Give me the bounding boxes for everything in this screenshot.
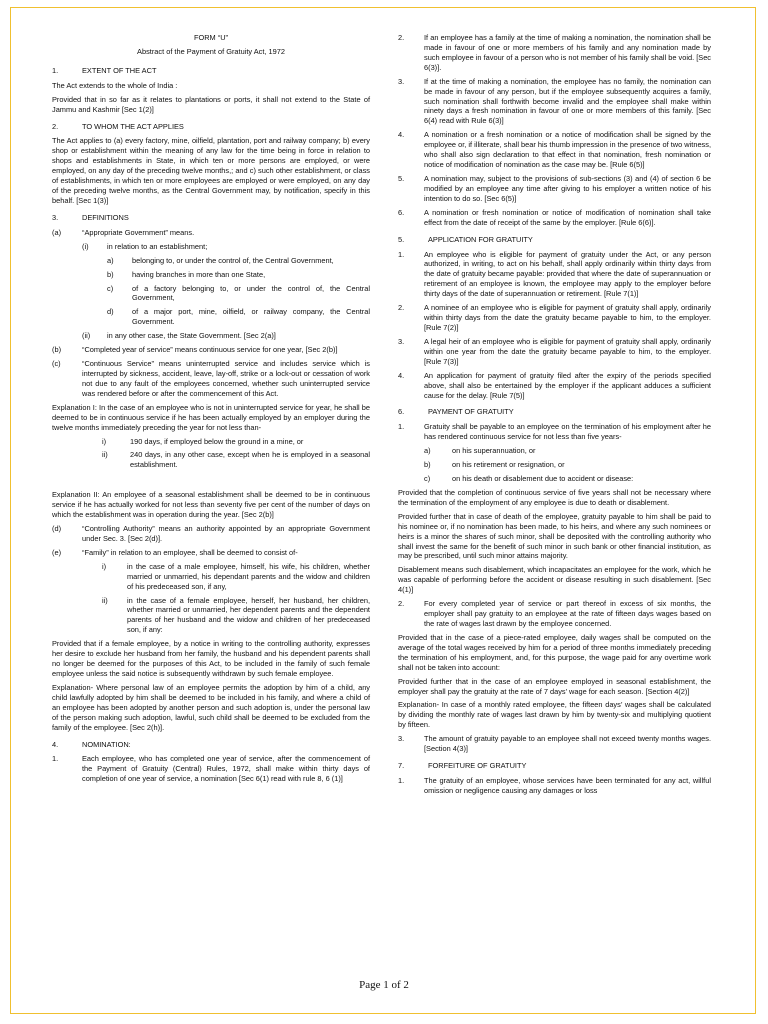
- list-item: c) of a factory belonging to, or under the control of, the Central Government,: [107, 283, 370, 303]
- page-footer: Page 1 of 2: [359, 979, 409, 991]
- list-item: a) on his superannuation, or: [424, 446, 536, 456]
- list-item: 4. A nomination or a fresh nomination or a notice of modification shall be signed by the employee or, if illiterate, shall bear his thumb impression in the presence of two witness, who shall also sign declaration to that effect in that nomination, fresh nomination or notice of modification of nomination as the case may be. [Rule 6(5)]: [398, 130, 711, 170]
- definition-item: (c) “Continuous Service” means uninterrupted service and includes service which is interrupted by sickness, accident, leave, lay-off, strike or a lock-out or cessation of work not due to any fault of the employees concerned, whether such uninterrupted service was rendered before or after the commencement of this Act.: [52, 359, 370, 398]
- list-item: 2. A nominee of an employee who is eligible for payment of gratuity shall apply, ordinarily within thirty days from the date the gratuity became payable to him, to the employer. [Rule 7(2)]: [398, 303, 711, 332]
- paragraph: Provided further that in case of death of the employee, gratuity payable to him shall be paid to his nominee or, if no nomination has been made, to his heirs, and where any such nominees or heirs is a minor the shares of such minor, shall be deposited with the controlling authority who shall invest the same for the benefit of such minor in such bank or other financial institution, as may be prescribed, until such minor attains majority.: [398, 511, 711, 561]
- left-column: [52, 33, 370, 788]
- definition-item: (a) “Appropriate Government” means.: [52, 227, 195, 237]
- list-item: i) in the case of a male employee, himself, his wife, his children, whether married or unmarried, his dependant parents and the widow and children of his predeceased son, if any,: [102, 561, 370, 591]
- paragraph: Provided that in so far as it relates to plantations or ports, it shall not extend to the State of Jammu and Kashmir [Sec 1(2)]: [52, 94, 370, 114]
- paragraph: The Act extends to the whole of India :: [52, 80, 178, 90]
- list-item: 3. A legal heir of an employee who is eligible for payment of gratuity shall apply, ordinarily within one year from the date the gratuity became payable to him, to the employer. [Rule 7(3)]: [398, 336, 711, 366]
- paragraph: The Act applies to (a) every factory, mine, oilfield, plantation, port and railway company; b) every shop or establishment within the meaning of any law for the time being in force in relation to shops and establishments in State, in which ten or more persons are employed, or were employed, on any day of the preceding twelve months,; and c) such other establishment, or class of establishments, in which ten or more employees are employed or were employed, on any day of the preceding twelve months, as the Central Government may, by notification, specify in this behalf. [Sec 1(3)]: [52, 136, 370, 205]
- paragraph: Explanation II: An employee of a seasonal establishment shall be deemed to be in continuous service if he has actually worked for not less than seventy five per cent of the number of days on which the establishment was in operation during the year. [Sec 2(b)]: [52, 490, 370, 520]
- list-item: ii) in the case of a female employee, herself, her husband, her children, whether married or unmarried, her dependent parents and the dependent parents of her husband and the widow and children of her predeceased son, if any:: [102, 595, 370, 635]
- right-column: [398, 33, 711, 800]
- paragraph: Provided that if a female employee, by a notice in writing to the controlling authority, expresses her desire to exclude her husband from her family, the husband and his dependent parents shall no longer be deemed for the purposes of this Act, to be included in the family of such female employee unless the said notice is subsequently withdrawn by such female employee.: [52, 639, 370, 679]
- section-heading: 3. DEFINITIONS: [52, 212, 129, 222]
- list-item: c) on his death or disablement due to accident or disease:: [424, 474, 634, 484]
- list-item: 1. An employee who is eligible for payment of gratuity under the Act, or any person authorized, in writing, to act on his behalf, shall apply ordinarily within thirty days from the date of gratuity became payable: provided that where the date of superannuation or retirement of an employee is known, the employee may apply to the employer before thirty days of the date of superannuation or retirement. [Rule 7(1)]: [398, 249, 711, 299]
- paragraph: Disablement means such disablement, which incapacitates an employee for the work, which he was capable of performing before the accident or disease resulting in such disablement. [Sec 4(1)]: [398, 565, 711, 595]
- list-item: 4. An application for payment of gratuity filed after the expiry of the periods specified above, shall also be entertained by the employer if the applicant adduces a sufficient cause for the delay. [Rule 7(5)]: [398, 370, 711, 400]
- list-item: d) of a major port, mine, oilfield, or railway company, the Central Government.: [107, 307, 370, 327]
- list-item: ii) 240 days, in any other case, except when he is employed in a seasonal establishment.: [102, 450, 370, 470]
- list-item: b) having branches in more than one State,: [107, 269, 266, 279]
- list-item: 3. If at the time of making a nomination, the employee has no family, the nomination can be made in favour of any person, but if the employee subsequently acquires a family, such nomination shall forthwith become invalid and the employee shall make within ninety days a fresh nomination in favour of one or more members of this family. [Sec 6(4) read with Rule 6(3)]: [398, 76, 711, 126]
- list-item: a) belonging to, or under the control of, the Central Government,: [107, 255, 334, 265]
- definition-item: (d) “Controlling Authority” means an authority appointed by an appropriate Government under Sec. 3. [Sec 2(d)].: [52, 524, 370, 543]
- list-item: (i) in relation to an establishment;: [82, 241, 208, 251]
- definition-item: (e) “Family” in relation to an employee, shall be deemed to consist of-: [52, 547, 298, 557]
- section-heading: 7. FORFEITURE OF GRATUITY: [398, 761, 527, 771]
- list-item: 1. Gratuity shall be payable to an employee on the termination of his employment after he has rendered continuous service for not less than five years-: [398, 422, 711, 442]
- list-item: 3. The amount of gratuity payable to an employee shall not exceed twenty months wages. [Section 4(3)]: [398, 734, 711, 754]
- section-heading: 5. APPLICATION FOR GRATUITY: [398, 234, 533, 244]
- list-item: 2. For every completed year of service or part thereof in excess of six months, the employer shall pay gratuity to an employee at the rate of fifteen days wages based on the rate of wages last drawn by the employee concerned.: [398, 599, 711, 629]
- paragraph: Provided further that in the case of an employee employed in seasonal establishment, the employer shall pay the gratuity at the rate of 7 days’ wage for each season. [Section 4(2)]: [398, 676, 711, 696]
- list-item: 1. Each employee, who has completed one year of service, after the commencement of the Payment of Gratuity (Central) Rules, 1972, shall make within thirty days of completion of one year of service, a nomination [Sec 6(1) read with rule 8, 6 (1)]: [52, 754, 370, 784]
- list-item: b) on his retirement or resignation, or: [424, 460, 565, 470]
- list-item: 2. If an employee has a family at the time of making a nomination, the nomination shall be made in favour of one or more members of his family and any nomination made by such employee in favour of a person who is not member of his family shall be void. [Sec 6(3)].: [398, 33, 711, 72]
- paragraph: Explanation- In case of a monthly rated employee, the fifteen days’ wages shall be calculated by dividing the monthly rate of wages last drawn by him by twenty-six and multiplying quotient by fifteen.: [398, 700, 711, 730]
- section-heading: 4. NOMINATION:: [52, 739, 131, 749]
- list-item: i) 190 days, if employed below the ground in a mine, or: [102, 436, 304, 446]
- form-title: FORM “U”: [193, 33, 229, 42]
- paragraph: Explanation- Where personal law of an employee permits the adoption by him of a child, any child lawfully adopted by him shall be deemed to be included in his family, and where a child of an employee has been adopted by another person and such adoption is, under the personal law of the person making such adoption, lawful, such child shall be deemed to be excluded from the family of the employee. [Sec 2(h)].: [52, 682, 370, 732]
- definition-item: (b) “Completed year of service” means continuous service for one year, [Sec 2(b)]: [52, 345, 338, 355]
- list-item: 6. A nomination or fresh nomination or notice of modification of nomination shall take effect from the date of receipt of the same by the employer. [Rule 6(6)].: [398, 207, 711, 227]
- list-item: 5. A nomination may, subject to the provisions of sub-sections (3) and (4) of section 6 be modified by an employee any time after giving to his employer a written notice of his intention to do so. [Sec 6(5)]: [398, 173, 711, 203]
- list-item: 1. The gratuity of an employee, whose services have been terminated for any act, willful omission or negligence causing any damages or loss: [398, 776, 711, 795]
- paragraph: Provided that the completion of continuous service of five years shall not be necessary where the termination of the employment of any employee is due to death or disablement.: [398, 487, 711, 507]
- form-subtitle: Abstract of the Payment of Gratuity Act, 1972: [137, 46, 285, 56]
- section-heading: 1. EXTENT OF THE ACT: [52, 65, 157, 75]
- section-heading: 6. PAYMENT OF GRATUITY: [398, 407, 514, 417]
- paragraph: Explanation I: In the case of an employee who is not in uninterrupted service for year, he shall be deemed to be in continuous service if he has been actually employed by an employer during the twelve months immediately preceding the year for not less than-: [52, 402, 370, 432]
- section-heading: 2. TO WHOM THE ACT APPLIES: [52, 121, 184, 131]
- paragraph: Provided that in the case of a piece-rated employee, daily wages shall be computed on the average of the total wages received by him for a period of three months immediately preceding the termination of his employment, and, for this purpose, the wage paid for any overtime work shall not be taken into account:: [398, 632, 711, 672]
- list-item: (ii) in any other case, the State Government. [Sec 2(a)]: [82, 331, 276, 341]
